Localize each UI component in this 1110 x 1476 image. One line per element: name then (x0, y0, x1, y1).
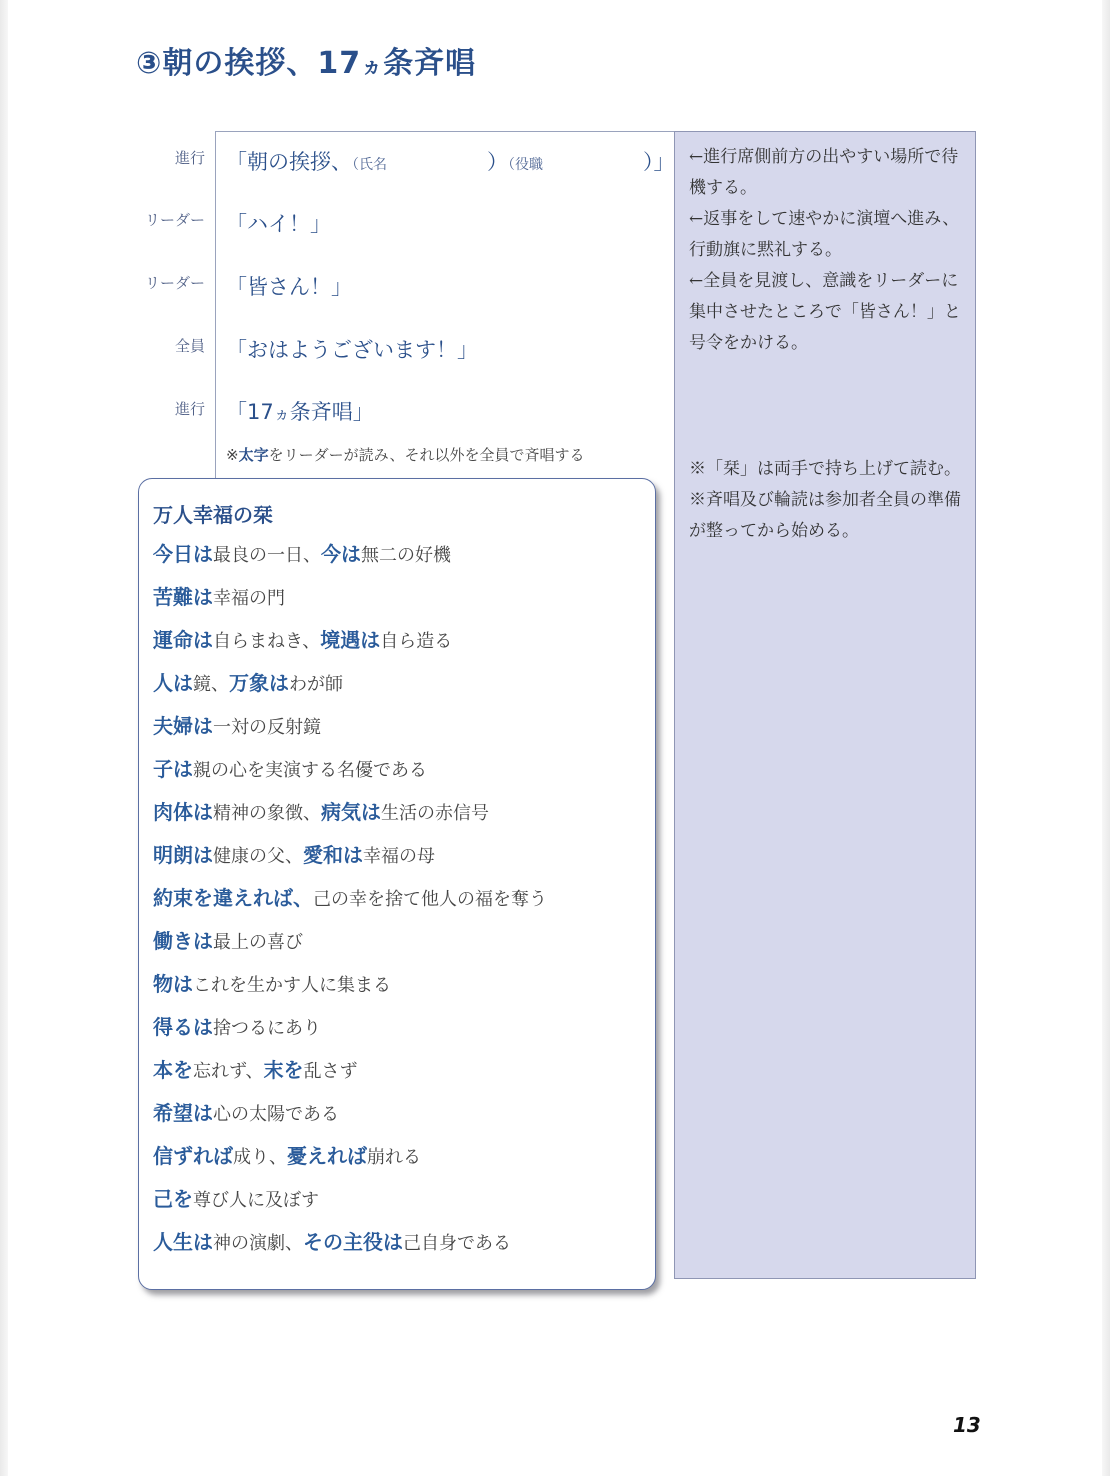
script-line: 「朝の挨拶、（氏名 ）（役職 ）」 (226, 150, 675, 174)
note: ←全員を見渡し、意識をリーダーに集中させたところで「皆さん！」と号令をかける。 (689, 271, 961, 353)
note: ※斉唱及び輪読は参加者全員の準備が整ってから始める。 (689, 490, 961, 541)
creed-item: 信ずれば成り、憂えれば崩れる (153, 1144, 421, 1168)
creed-item: 今日は最良の一日、今は無二の好機 (153, 542, 451, 566)
creed-item: 己を尊び人に及ぼす (153, 1187, 319, 1211)
creed-item: 約束を違えれば、己の幸を捨て他人の福を奪う (153, 886, 547, 910)
page-title: ③朝の挨拶、17ヵ条斉唱 (136, 46, 477, 81)
script-line: 「17ヵ条斉唱」 (226, 400, 374, 424)
role-label: 進行 (174, 149, 205, 167)
creed-item: 人生は神の演劇、その主役は己自身である (153, 1230, 511, 1254)
creed-item: 明朗は健康の父、愛和は幸福の母 (153, 843, 435, 867)
creed-item: 得るは捨つるにあり (153, 1015, 321, 1039)
role-label: リーダー (144, 211, 205, 229)
note: ※「栞」は両手で持ち上げて読む。 (689, 459, 961, 479)
creed-item: 働きは最上の喜び (153, 929, 303, 953)
creed-item: 人は鏡、万象はわが師 (153, 671, 343, 695)
page-number: 13 (953, 1413, 981, 1437)
page-edge-right (1102, 0, 1110, 1476)
creed-item: 運命は自らまねき、境遇は自ら造る (153, 628, 453, 652)
note: ←返事をして速やかに演壇へ進み、行動旗に黙礼する。 (689, 209, 960, 260)
page-edge-left (0, 0, 8, 1476)
reading-instruction: ※太字をリーダーが読み、それ以外を全員で斉唱する (226, 446, 585, 464)
role-label: 進行 (174, 400, 205, 418)
creed-item: 希望は心の太陽である (153, 1101, 339, 1125)
creed-item: 苦難は幸福の門 (153, 585, 285, 609)
creed-item: 物はこれを生かす人に集まる (153, 972, 391, 996)
creed-item: 夫婦は一対の反射鏡 (153, 714, 321, 738)
role-label: 全員 (174, 337, 205, 355)
creed-item: 肉体は精神の象徴、病気は生活の赤信号 (153, 800, 489, 824)
script-line: 「皆さん！」 (226, 275, 352, 299)
creed-item: 本を忘れず、末を乱さず (153, 1058, 358, 1082)
script-line: 「ハイ！」 (226, 212, 331, 236)
note: ←進行席側前方の出やすい場所で待機する。 (689, 147, 959, 198)
script-line: 「おはようございます！」 (226, 338, 478, 362)
creed-title: 万人幸福の栞 (153, 503, 273, 527)
creed-item: 子は親の心を実演する名優である (153, 757, 427, 781)
role-label: リーダー (144, 274, 205, 292)
